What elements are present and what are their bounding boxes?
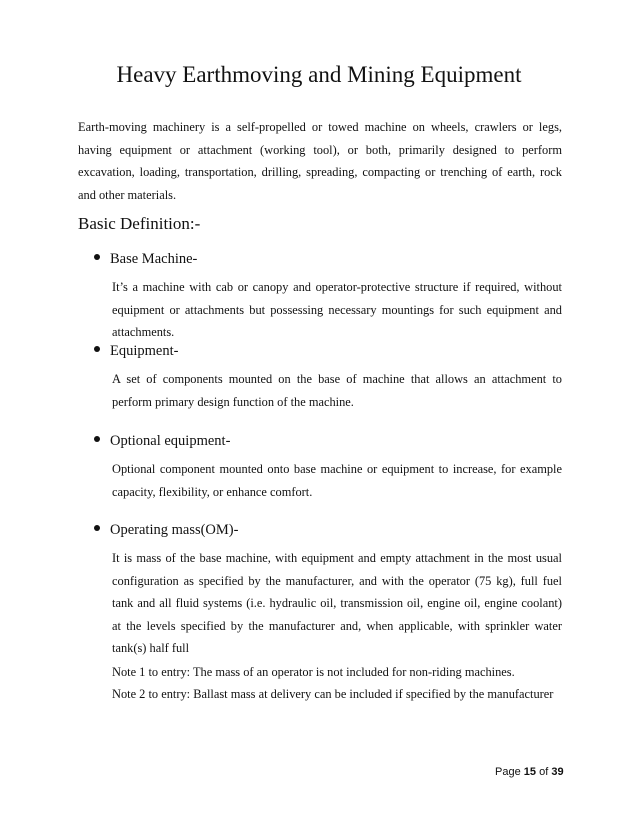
note: Note 1 to entry: The mass of an operator is not included for non-riding machines.	[112, 665, 515, 679]
footer-of-word: of	[539, 766, 549, 778]
definition-bullet-row	[94, 250, 197, 268]
definition-body: A set of components mounted on the base of machine that allows an attachment to perform primary design function of the machine.	[112, 372, 562, 409]
footer-total-pages: 39	[551, 766, 564, 778]
page-title: Heavy Earthmoving and Mining Equipment	[116, 62, 522, 87]
definition-bullet-row	[94, 521, 238, 539]
definition-bullet-row	[94, 432, 230, 450]
definition-label: Base Machine-	[110, 250, 198, 267]
definition-label: Operating mass(OM)-	[110, 521, 239, 538]
bullet-icon	[94, 254, 100, 260]
bullet-icon	[94, 436, 100, 442]
definition-body: It’s a machine with cab or canopy and operator-protective structure if required, without equipment or attachments but possessing necessary mountings for such equipment and attachments.	[112, 280, 562, 339]
footer-page-word: Page	[495, 766, 521, 778]
definition-label: Optional equipment-	[110, 432, 231, 449]
page-footer	[495, 766, 564, 778]
footer-page-number: 15	[523, 766, 537, 778]
definition-body: It is mass of the base machine, with equipment and empty attachment in the most usual configuration as specified by the manufacturer, and with the operator (75 kg), full fuel tank and all fluid systems (i.e. hydraulic oil, transmission oil, engine oil, engine coolant) at the levels specified by the manufacturer and, when applicable, with sprinkler water tank(s) half full	[112, 551, 562, 655]
definition-bullet-row	[94, 342, 178, 360]
bullet-icon	[94, 525, 100, 531]
note: Note 2 to entry: Ballast mass at delivery can be included if specified by the manufacturer	[112, 687, 554, 701]
section-heading: Basic Definition:-	[78, 214, 201, 233]
definition-body: Optional component mounted onto base machine or equipment to increase, for example capacity, flexibility, or enhance comfort.	[112, 462, 562, 499]
intro-paragraph: Earth-moving machinery is a self-propelled or towed machine on wheels, crawlers or legs, having equipment or attachment (working tool), or both, primarily designed to perform excavation, loading, transportation, drilling, spreading, compacting or trenching of earth, rock and other materials.	[78, 120, 562, 202]
bullet-icon	[94, 346, 100, 352]
definition-label: Equipment-	[110, 342, 179, 359]
